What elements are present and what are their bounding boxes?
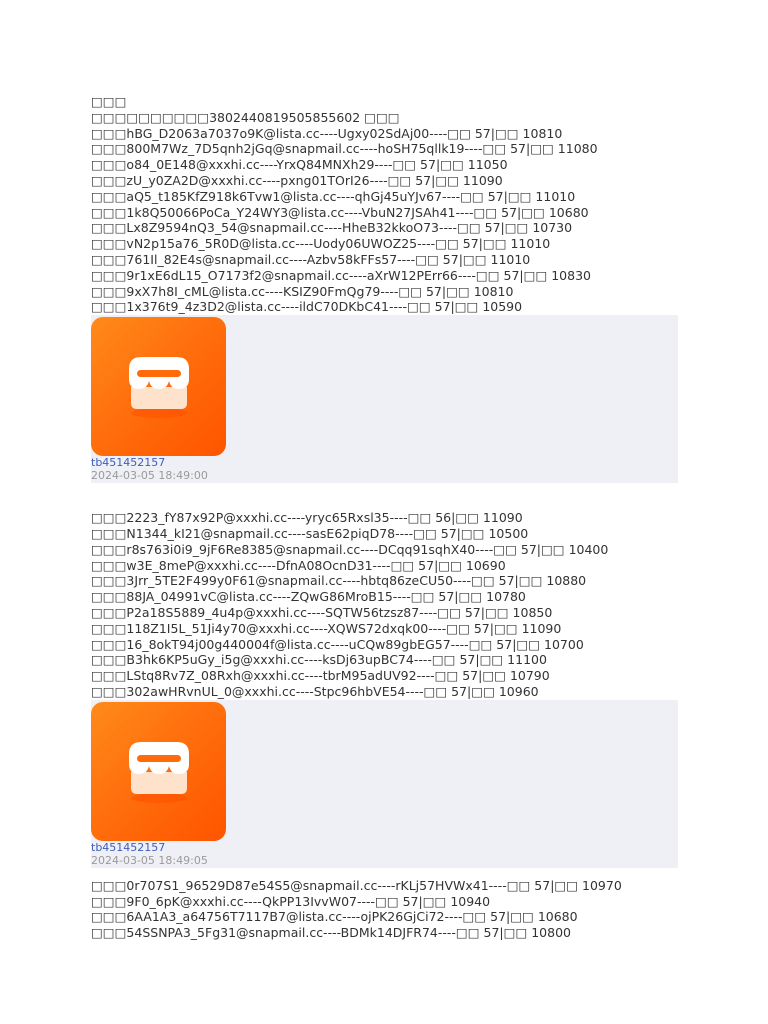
entry-list-3 [91, 878, 681, 941]
shop-store-icon[interactable] [91, 702, 226, 841]
entry-line: □□□w3E_8meP@xxxhi.cc----DfnA08OcnD31----□□ 57|□□ 10690 [91, 557, 506, 573]
entry-line: □□□aQ5_t185KfZ918k6Tvw1@lista.cc----qhGj45uYJv67----□□ 57|□□ 11010 [91, 188, 576, 204]
header-line-1: □□□ [91, 94, 127, 109]
entry-line: □□□vN2p15a76_5R0D@lista.cc----Uody06UWOZ25----□□ 57|□□ 11010 [91, 236, 551, 252]
entry-line: □□□B3hk6KP5uGy_i5g@xxxhi.cc----ksDj63upBC74----□□ 57|□□ 11100 [91, 652, 547, 668]
username-link[interactable]: tb451452157 [91, 840, 166, 854]
entry-line: □□□hBG_D2063a7037o9K@lista.cc----Ugxy02SdAj00----□□ 57|□□ 10810 [91, 125, 563, 141]
chat-message-card [91, 700, 678, 868]
shop-store-icon[interactable] [91, 317, 226, 456]
entry-line: □□□3Jrr_5TE2F499y0F61@snapmail.cc----hbtq86zeCU50----□□ 57|□□ 10880 [91, 573, 587, 589]
entry-line: □□□1x376t9_4z3D2@lista.cc----ildC70DKbC41----□□ 57|□□ 10590 [91, 299, 523, 315]
entry-line: □□□16_8okT94j00g440004f@lista.cc----uCQw89gbEG57----□□ 57|□□ 10700 [91, 636, 584, 652]
entry-line: □□□0r707S1_96529D87e54S5@snapmail.cc----rKLj57HVWx41----□□ 57|□□ 10970 [91, 877, 622, 893]
entry-line: □□□761Il_82E4s@snapmail.cc----Azbv58kFFs57----□□ 57|□□ 11010 [91, 251, 531, 267]
entry-line: □□□800M7Wz_7D5qnh2jGq@snapmail.cc----hoSH75qllk19----□□ 57|□□ 11080 [91, 141, 598, 157]
document-content [91, 94, 681, 941]
timestamp: 2024-03-05 18:49:00 [91, 469, 208, 483]
header-line-2: □□□□□□□□□□3802440819505855602 □□□ [91, 109, 400, 125]
entry-list-1 [91, 126, 681, 316]
entry-line: □□□2223_fY87x92P@xxxhi.cc----yryc65Rxsl35----□□ 56|□□ 11090 [91, 510, 523, 526]
chat-message-card [91, 315, 678, 483]
entry-line: □□□1k8Q50066PoCa_Y24WY3@lista.cc----VbuN27JSAh41----□□ 57|□□ 10680 [91, 204, 589, 220]
entry-line: □□□6AA1A3_a64756T7117B7@lista.cc----ojPK26GjCi72----□□ 57|□□ 10680 [91, 909, 578, 925]
entry-line: □□□88JA_04991vC@lista.cc----ZQwG86MroB15----□□ 57|□□ 10780 [91, 589, 526, 605]
entry-line: □□□118Z1I5L_51Ji4y70@xxxhi.cc----XQWS72dxqk00----□□ 57|□□ 11090 [91, 620, 562, 636]
entry-line: □□□9xX7h8I_cML@lista.cc----KSIZ90FmQg79----□□ 57|□□ 10810 [91, 283, 514, 299]
entry-line: □□□r8s763i0i9_9jF6Re8385@snapmail.cc----DCqq91sqhX40----□□ 57|□□ 10400 [91, 541, 609, 557]
entry-line: □□□9r1xE6dL15_O7173f2@snapmail.cc----aXrW12PErr66----□□ 57|□□ 10830 [91, 267, 591, 283]
entry-line: □□□Lx8Z9594nQ3_54@snapmail.cc----HheB32kkoO73----□□ 57|□□ 10730 [91, 220, 573, 236]
username-link[interactable]: tb451452157 [91, 456, 166, 470]
entry-line: □□□9F0_6pK@xxxhi.cc----QkPP13IvvW07----□□ 57|□□ 10940 [91, 893, 491, 909]
timestamp: 2024-03-05 18:49:05 [91, 853, 208, 867]
entry-line: □□□zU_y0ZA2D@xxxhi.cc----pxng01TOrI26----□□ 57|□□ 11090 [91, 172, 503, 188]
entry-line: □□□54SSNPA3_5Fg31@snapmail.cc----BDMk14DJFR74----□□ 57|□□ 10800 [91, 925, 571, 941]
entry-line: □□□o84_0E148@xxxhi.cc----YrxQ84MNXh29----□□ 57|□□ 11050 [91, 157, 508, 173]
entry-list-2 [91, 510, 681, 700]
entry-line: □□□N1344_kI21@snapmail.cc----sasE62piqD78----□□ 57|□□ 10500 [91, 525, 529, 541]
entry-line: □□□LStq8Rv7Z_08Rxh@xxxhi.cc----tbrM95adUV92----□□ 57|□□ 10790 [91, 668, 550, 684]
entry-line: □□□302awHRvnUL_0@xxxhi.cc----Stpc96hbVE54----□□ 57|□□ 10960 [91, 683, 539, 699]
entry-line: □□□P2a18S5889_4u4p@xxxhi.cc----SQTW56tzsz87----□□ 57|□□ 10850 [91, 604, 553, 620]
